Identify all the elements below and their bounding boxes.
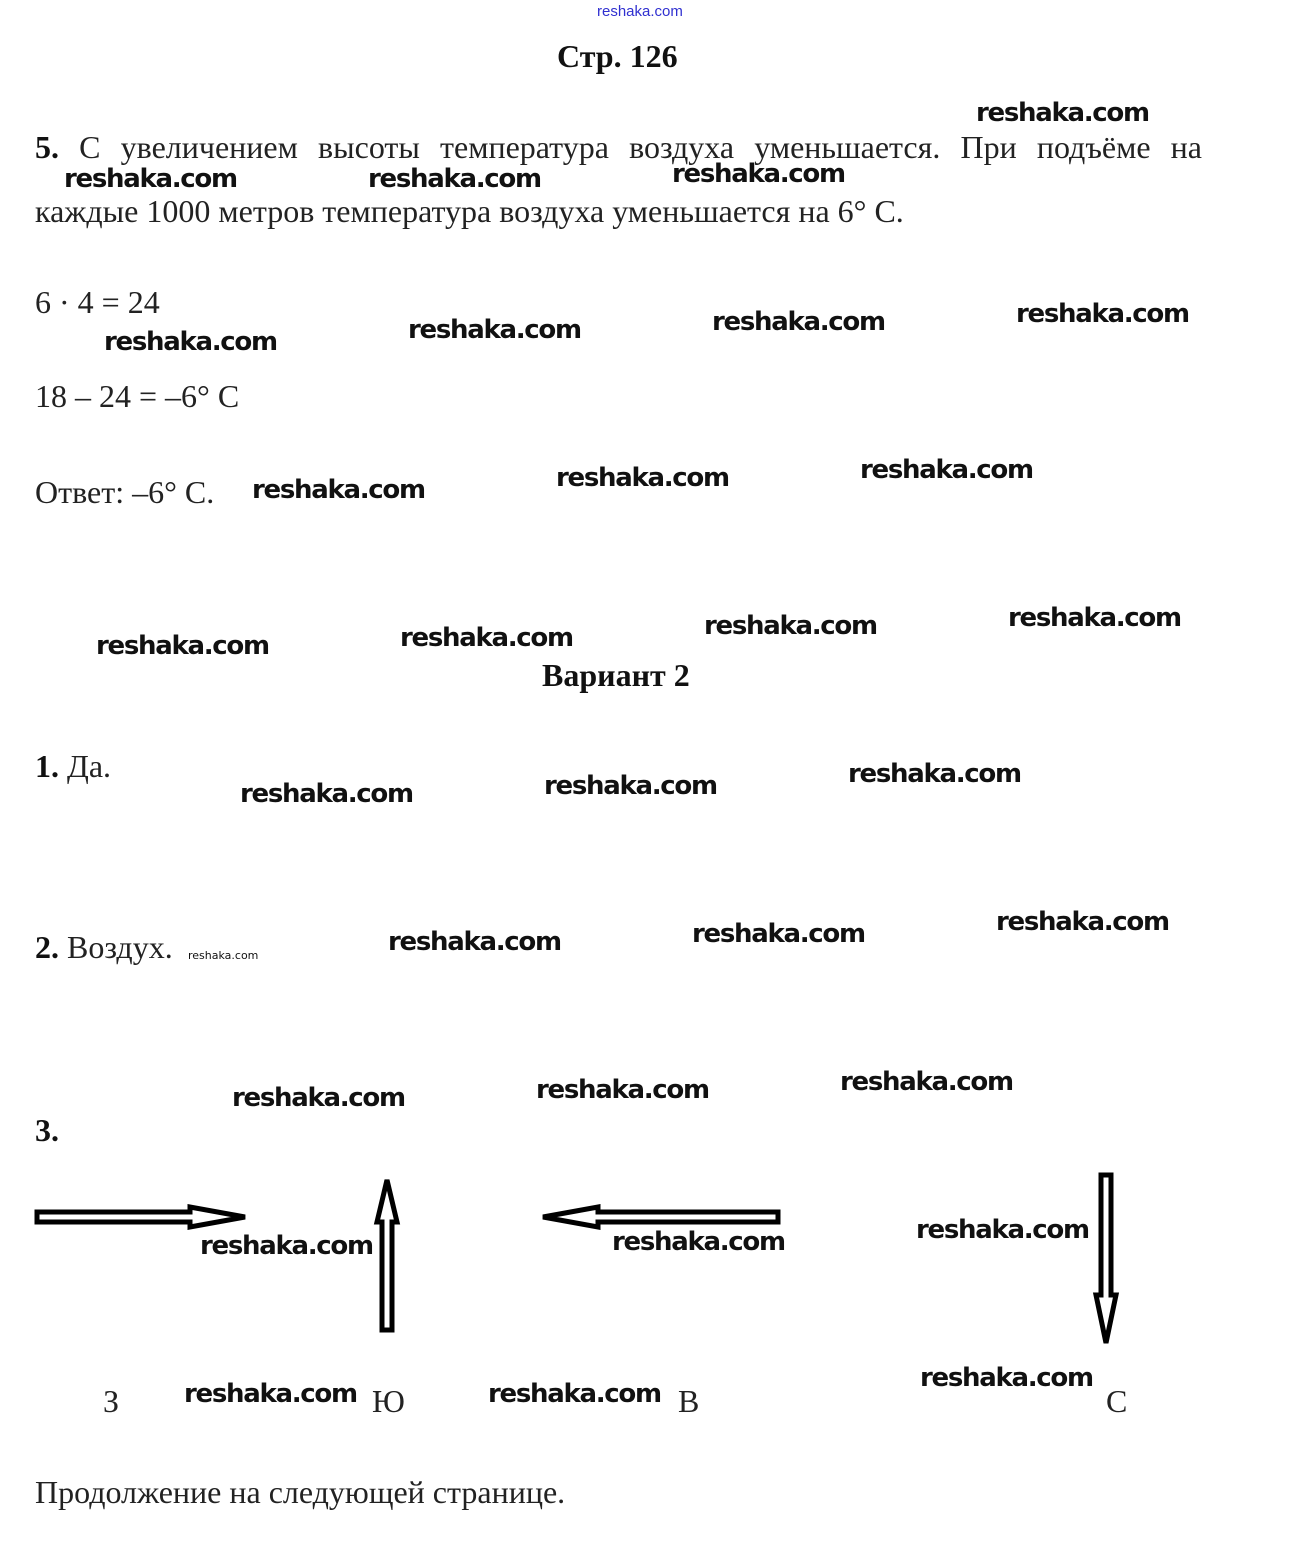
watermark: reshaka.com bbox=[96, 631, 269, 661]
arrow-right-icon bbox=[37, 1207, 245, 1227]
direction-east: В bbox=[678, 1383, 700, 1419]
small-watermark: reshaka.com bbox=[188, 949, 259, 962]
task5-text: С увеличением высоты температура воздуха уменьшается. При подъёме на bbox=[79, 129, 1203, 165]
watermark: reshaka.com bbox=[488, 1379, 661, 1409]
direction-north: С bbox=[1106, 1383, 1128, 1419]
answer: Ответ: –6° С. bbox=[35, 474, 215, 510]
direction-south: Ю bbox=[372, 1383, 405, 1419]
footer-note: Продолжение на следующей странице. bbox=[35, 1474, 566, 1510]
calc-2: 18 – 24 = –6° С bbox=[35, 378, 240, 414]
watermark: reshaka.com bbox=[860, 455, 1033, 485]
watermark: reshaka.com bbox=[240, 779, 413, 809]
item-text: Да. bbox=[67, 748, 112, 784]
item-number: 1. bbox=[35, 748, 59, 784]
v2-item-3: 3. bbox=[35, 1112, 59, 1148]
watermark: reshaka.com bbox=[996, 907, 1169, 937]
watermark: reshaka.com bbox=[1008, 603, 1181, 633]
item-text: Воздух. bbox=[67, 929, 173, 965]
watermark: reshaka.com bbox=[184, 1379, 357, 1409]
watermark: reshaka.com bbox=[388, 927, 561, 957]
watermark: reshaka.com bbox=[712, 307, 885, 337]
watermark: reshaka.com bbox=[252, 475, 425, 505]
watermark: reshaka.com bbox=[544, 771, 717, 801]
watermark: reshaka.com bbox=[408, 315, 581, 345]
header-watermark: reshaka.com bbox=[597, 3, 683, 20]
watermark: reshaka.com bbox=[200, 1231, 373, 1261]
task-number: 5. bbox=[35, 129, 59, 165]
watermark: reshaka.com bbox=[976, 98, 1149, 128]
page-title: Стр. 126 bbox=[557, 38, 678, 74]
item-number: 2. bbox=[35, 929, 59, 965]
watermark: reshaka.com bbox=[840, 1067, 1013, 1097]
watermark: reshaka.com bbox=[920, 1363, 1093, 1393]
watermark: reshaka.com bbox=[400, 623, 573, 653]
watermark: reshaka.com bbox=[916, 1215, 1089, 1245]
variant-title: Вариант 2 bbox=[542, 657, 690, 693]
watermark: reshaka.com bbox=[232, 1083, 405, 1113]
watermark: reshaka.com bbox=[556, 463, 729, 493]
direction-west: З bbox=[103, 1383, 120, 1419]
watermark: reshaka.com bbox=[612, 1227, 785, 1257]
watermark: reshaka.com bbox=[1016, 299, 1189, 329]
watermark: reshaka.com bbox=[848, 759, 1021, 789]
watermark: reshaka.com bbox=[104, 327, 277, 357]
watermark: reshaka.com bbox=[368, 164, 541, 194]
calc-1: 6 · 4 = 24 bbox=[35, 284, 160, 320]
watermark: reshaka.com bbox=[64, 164, 237, 194]
watermark: reshaka.com bbox=[672, 159, 845, 189]
watermark: reshaka.com bbox=[536, 1075, 709, 1105]
task5-line2: каждые 1000 метров температура воздуха уменьшается на 6° С. bbox=[35, 193, 904, 229]
watermark: reshaka.com bbox=[692, 919, 865, 949]
arrow-up-icon bbox=[377, 1180, 397, 1330]
arrow-left-icon bbox=[543, 1207, 778, 1227]
watermark: reshaka.com bbox=[704, 611, 877, 641]
arrow-down-icon bbox=[1096, 1175, 1116, 1343]
